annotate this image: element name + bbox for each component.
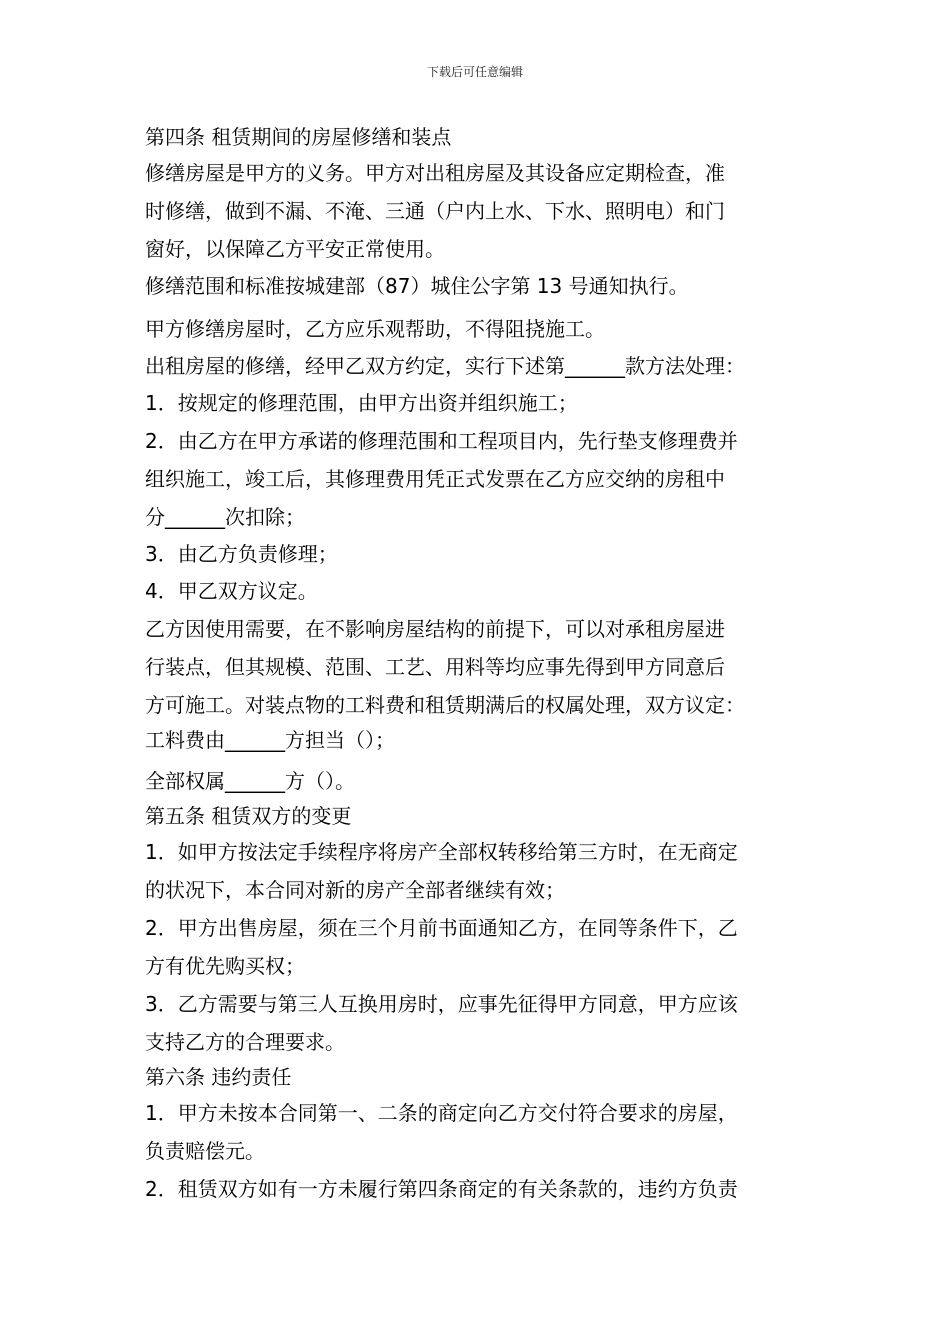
- paragraph-line: 时修缮，做到不漏、不淹、三通（户内上水、下水、照明电）和门: [145, 199, 725, 223]
- list-item: 3．由乙方负责修理；: [145, 542, 338, 566]
- paragraph-line: 出租房屋的修缮，经甲乙双方约定，实行下述第______款方法处理：: [145, 354, 745, 378]
- list-item: 3．乙方需要与第三人互换用房时，应事先征得甲方同意，甲方应该: [145, 992, 738, 1016]
- paragraph-line: 行装点，但其规模、范围、工艺、用料等均应事先得到甲方同意后: [145, 655, 725, 679]
- list-item: 4．甲乙双方议定。: [145, 579, 318, 603]
- list-item: 2．由乙方在甲方承诺的修理范围和工程项目内，先行垫支修理费并: [145, 429, 738, 453]
- article-4-heading: 第四条 租赁期间的房屋修缮和装点: [145, 125, 452, 149]
- list-item: 1．如甲方按法定手续程序将房产全部权转移给第三方时，在无商定: [145, 840, 738, 864]
- list-item: 1．甲方未按本合同第一、二条的商定向乙方交付符合要求的房屋，: [145, 1101, 738, 1125]
- paragraph-line: 的状况下，本合同对新的房产全部者继续有效；: [145, 878, 565, 902]
- paragraph-line: 支持乙方的合理要求。: [145, 1030, 345, 1054]
- paragraph-line: 窗好，以保障乙方平安正常使用。: [145, 237, 445, 261]
- paragraph-line: 工料费由______方担当（）；: [145, 728, 395, 752]
- paragraph-line: 修缮范围和标准按城建部（87）城住公字第 13 号通知执行。: [145, 274, 689, 298]
- page-header: 下载后可任意编辑: [426, 65, 523, 79]
- list-item: 2．租赁双方如有一方未履行第四条商定的有关条款的，违约方负责: [145, 1177, 738, 1201]
- paragraph-line: 负责赔偿元。: [145, 1139, 265, 1163]
- paragraph-line: 组织施工，竣工后，其修理费用凭正式发票在乙方应交纳的房租中: [145, 467, 725, 491]
- paragraph-line: 修缮房屋是甲方的义务。甲方对出租房屋及其设备应定期检查，准: [145, 161, 725, 185]
- paragraph-line: 方有优先购买权；: [145, 954, 305, 978]
- list-item: 1．按规定的修理范围，由甲方出资并组织施工；: [145, 391, 578, 415]
- paragraph-line: 分______次扣除；: [145, 505, 305, 529]
- list-item: 2．甲方出售房屋，须在三个月前书面通知乙方，在同等条件下，乙: [145, 916, 738, 940]
- paragraph-line: 甲方修缮房屋时，乙方应乐观帮助，不得阻挠施工。: [145, 317, 605, 341]
- paragraph-line: 乙方因使用需要，在不影响房屋结构的前提下，可以对承租房屋进: [145, 617, 725, 641]
- article-5-heading: 第五条 租赁双方的变更: [145, 804, 352, 828]
- article-6-heading: 第六条 违约责任: [145, 1065, 292, 1089]
- paragraph-line: 全部权属______方（）。: [145, 769, 355, 793]
- paragraph-line: 方可施工。对装点物的工料费和租赁期满后的权属处理，双方议定：: [145, 693, 745, 717]
- document-body: [145, 121, 807, 1208]
